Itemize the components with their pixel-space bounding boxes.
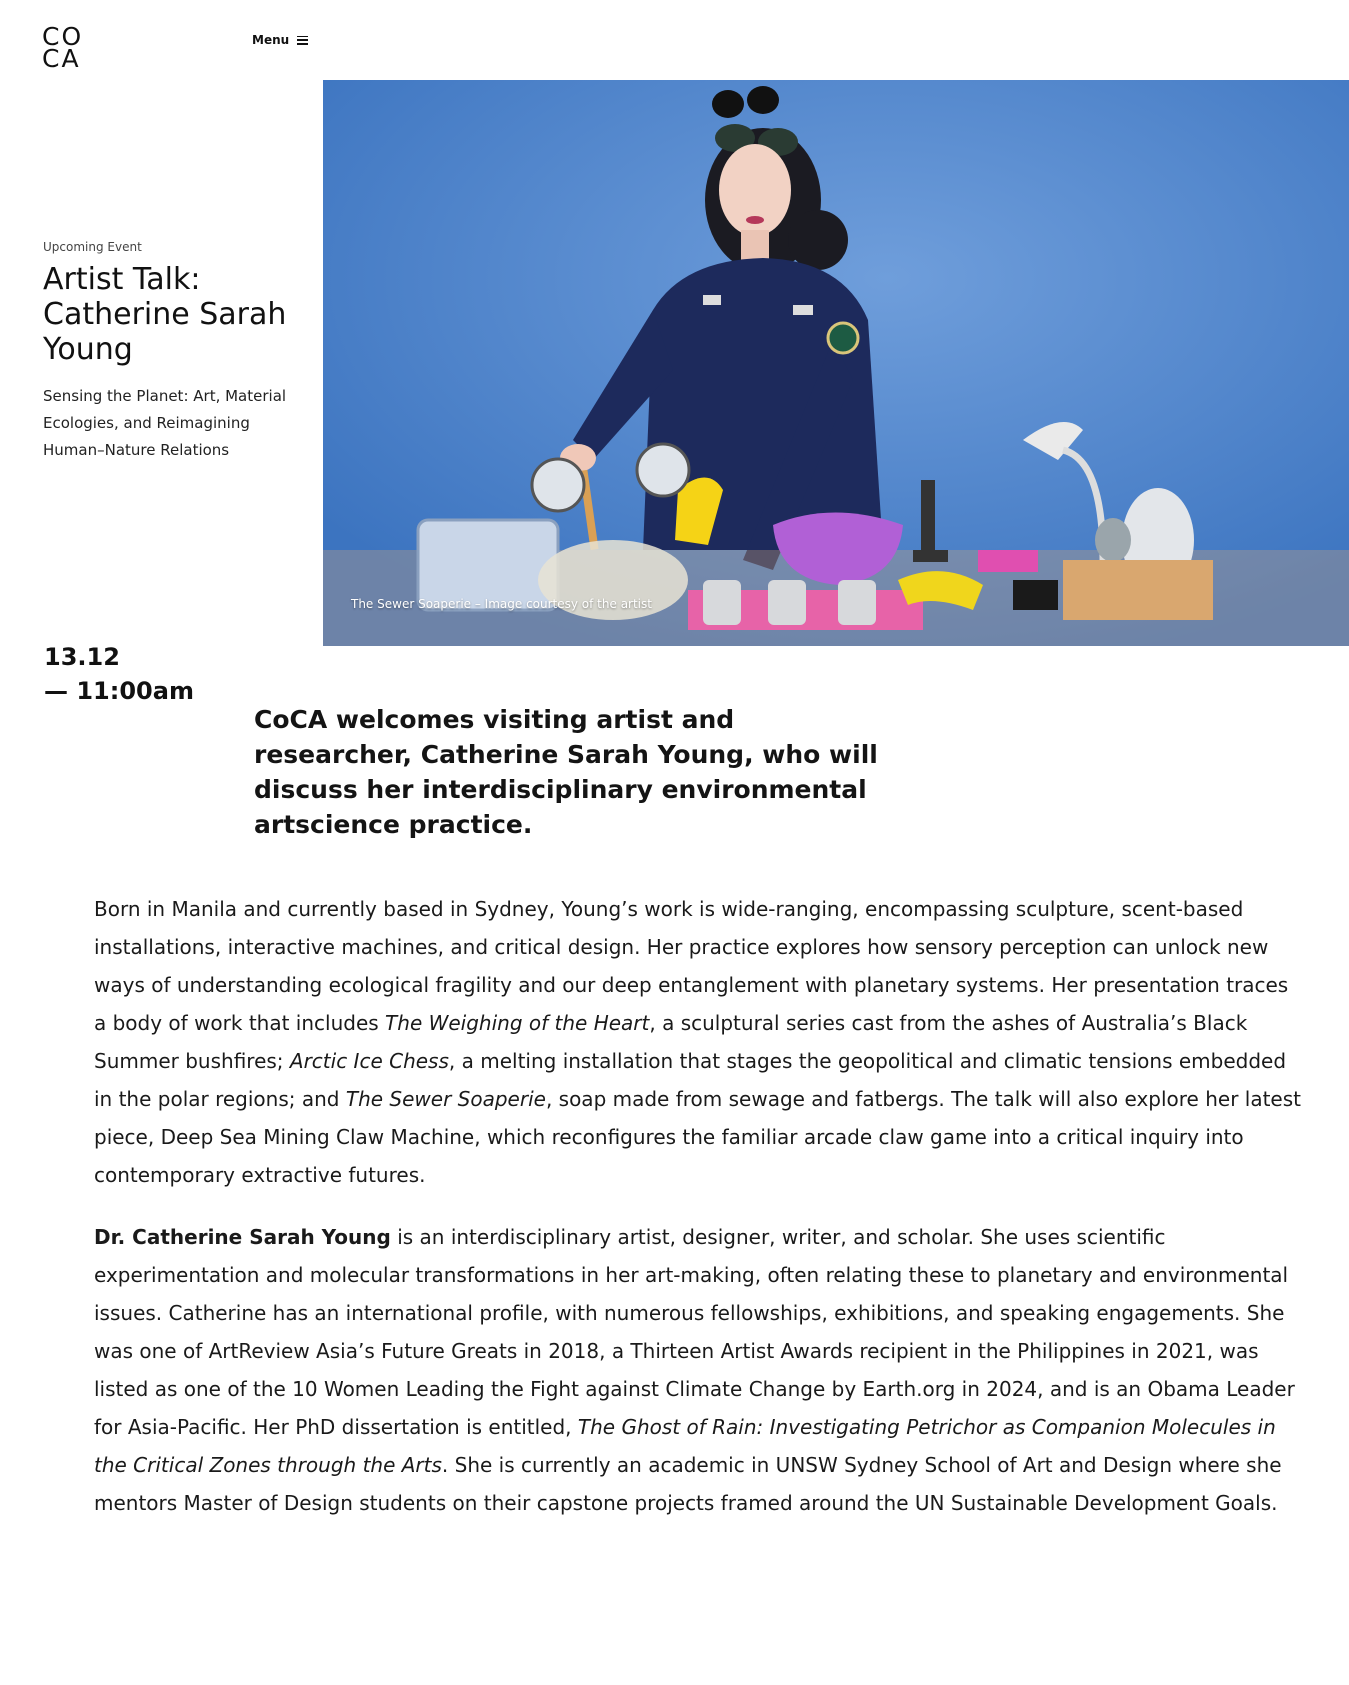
hero-caption: The Sewer Soaperie – Image courtesy of the artist: [351, 597, 652, 611]
logo-line-1: CO: [42, 22, 84, 51]
p1-text-3: , a melting installation that stages the geopolitical and climatic tensions embedded in the polar regions; and: [94, 1049, 1287, 1111]
page-title: Artist Talk: Catherine Sarah Young: [43, 262, 287, 367]
hero-image: [323, 80, 1349, 646]
lead-paragraph: CoCA welcomes visiting artist and researcher, Catherine Sarah Young, who will discuss her interdisciplinary environmental artscience practice.: [254, 705, 878, 839]
event-date: [44, 640, 194, 708]
p2-dissertation-title: The Ghost of Rain: Investigating Petrichor as Companion Molecules in the Critical Zones through the Arts: [94, 1415, 1276, 1477]
hamburger-icon: [297, 36, 308, 45]
article-body: [94, 890, 1304, 1546]
p1-text-1: Born in Manila and currently based in Sydney, Young’s work is wide-ranging, encompassing sculpture, scent-based installations, interactive machines, and critical design. Her practice explores how sensory perception can unlock new ways of understanding ecological fragility and our deep entanglement with planetary systems. Her presentation traces a body of work that includes: [94, 897, 1289, 1035]
event-kicker: Upcoming Event: [43, 240, 142, 254]
body-paragraph-2: [94, 1218, 1304, 1522]
coca-logo[interactable]: [42, 22, 84, 73]
p1-work-title-3: The Sewer Soaperie: [345, 1087, 546, 1111]
logo-line-2: CA: [42, 44, 81, 73]
p2-text-2: . She is currently an academic in UNSW Sydney School of Art and Design where she mentors Master of Design students on their capstone projects framed around the UN Sustainable Development Goals.: [94, 1453, 1282, 1515]
p1-work-title-2: Arctic Ice Chess: [289, 1049, 449, 1073]
event-date-day: 13.12: [44, 643, 120, 671]
p1-text-2: , a sculptural series cast from the ashes of Australia’s Black Summer bushfires;: [94, 1011, 1248, 1073]
event-subtitle: Sensing the Planet: Art, Material Ecologies, and Reimagining Human–Nature Relations: [43, 387, 287, 459]
p1-text-4: , soap made from sewage and fatbergs. The talk will also explore her latest piece, Deep Sea Mining Claw Machine, which reconfigures the familiar arcade claw game into a critical inquiry into contemporary extractive futures.: [94, 1087, 1301, 1187]
menu-label: Menu: [252, 33, 290, 47]
menu-button[interactable]: [252, 33, 308, 47]
event-date-time: — 11:00am: [44, 677, 194, 705]
p2-text-1: is an interdisciplinary artist, designer, writer, and scholar. She uses scientific experimentation and molecular transformations in her art-making, often relating these to planetary and environmental issues. Catherine has an international profile, with numerous fellowships, exhibitions, and speaking engagements. She was one of ArtReview Asia’s Future Greats in 2018, a Thirteen Artist Awards recipient in the Philippines in 2021, was listed as one of the 10 Women Leading the Fight against Climate Change by Earth.org in 2024, and is an Obama Leader for Asia-Pacific. Her PhD dissertation is entitled,: [94, 1225, 1295, 1439]
body-paragraph-1: [94, 890, 1304, 1194]
p1-work-title-1: The Weighing of the Heart: [385, 1011, 650, 1035]
hero-illustration: [323, 80, 1349, 646]
p2-artist-name: Dr. Catherine Sarah Young: [94, 1225, 391, 1249]
